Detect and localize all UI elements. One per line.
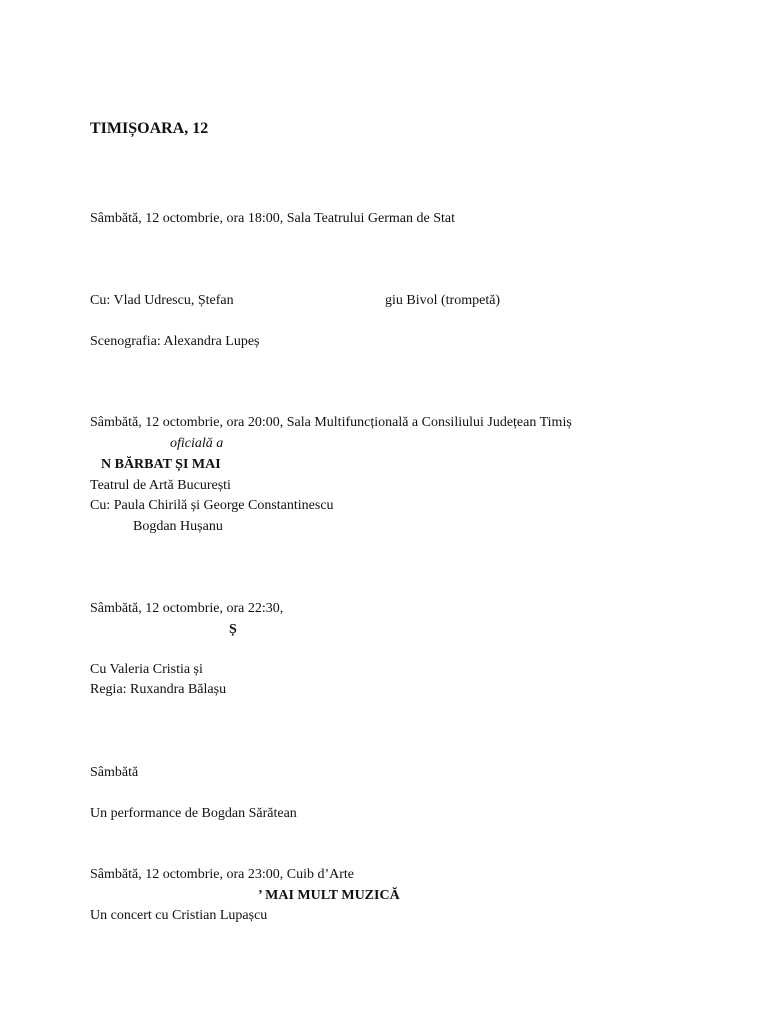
event-2-cast-more: Bogdan Hușanu bbox=[133, 519, 223, 534]
event-5-title: ’ MAI MULT MUZICĂ bbox=[258, 888, 400, 903]
event-3-title: Ș bbox=[229, 622, 237, 637]
event-4-schedule: Sâmbătă bbox=[90, 765, 139, 780]
event-1-set-design: Scenografia: Alexandra Lupeș bbox=[90, 334, 260, 349]
event-2-schedule: Sâmbătă, 12 octombrie, ora 20:00, Sala Multifuncțională a Consiliului Județean Timiș bbox=[90, 415, 572, 430]
event-2-title: N BĂRBAT ȘI MAI bbox=[101, 457, 221, 472]
event-5-description: Un concert cu Cristian Lupașcu bbox=[90, 908, 268, 923]
page-title: TIMIȘOARA, 12 bbox=[90, 120, 209, 137]
event-3-schedule: Sâmbătă, 12 octombrie, ora 22:30, bbox=[90, 601, 284, 616]
event-4-description: Un performance de Bogdan Sărătean bbox=[90, 806, 297, 821]
event-3-cast: Cu Valeria Cristia și bbox=[90, 662, 203, 677]
event-5-schedule: Sâmbătă, 12 octombrie, ora 23:00, Cuib d’Arte bbox=[90, 867, 354, 882]
event-3-director: Regia: Ruxandra Bălașu bbox=[90, 682, 227, 697]
event-2-note: oficială a bbox=[170, 436, 224, 451]
event-2-cast: Cu: Paula Chirilă și George Constantinescu bbox=[90, 498, 334, 513]
event-1-cast-continued: giu Bivol (trompetă) bbox=[385, 293, 501, 308]
event-1-schedule: Sâmbătă, 12 octombrie, ora 18:00, Sala Teatrului German de Stat bbox=[90, 211, 455, 226]
event-1-cast: Cu: Vlad Udrescu, Ștefan bbox=[90, 293, 234, 308]
event-2-company: Teatrul de Artă București bbox=[90, 478, 231, 493]
